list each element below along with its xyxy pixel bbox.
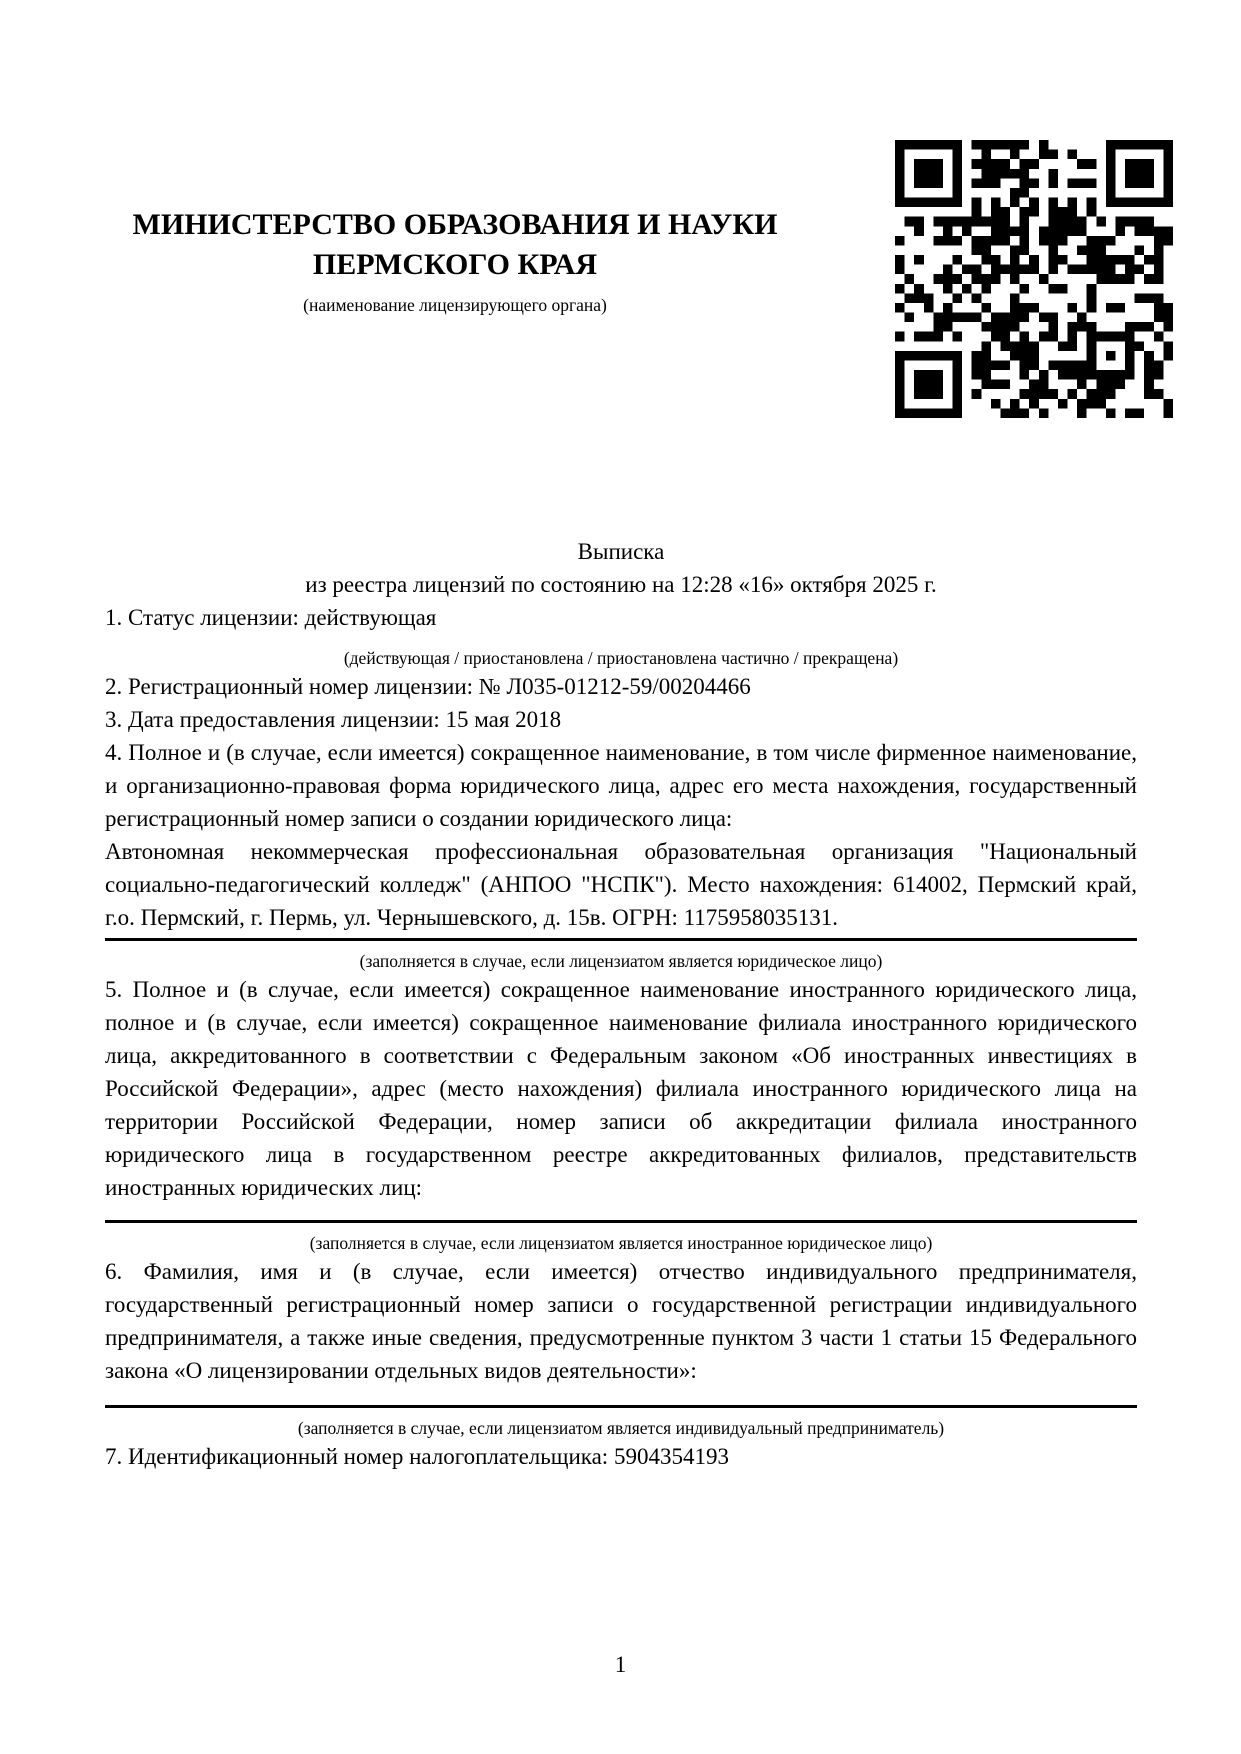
item-5-caption: (заполняется в случае, если лицензиатом является иностранное юридическое лицо) [309,1233,933,1253]
ministry-name-line2: ПЕРМСКОГО КРАЯ [312,248,598,281]
item-4-fill-line [105,938,1137,941]
document-header [105,205,805,317]
item-3-license-date: 3. Дата предоставления лицензии: 15 мая 2018 [105,707,562,732]
item-4-legal-entity-heading: 4. Полное и (в случае, если имеется) сокращенное наименование, в том числе фирменное наименование, и организационно-правовая форма юридического лица, адрес его места нахождения, государственный регистрационный номер записи о создании юридического лица: [105,740,1137,831]
document-title-line1: Выписка [577,539,665,564]
item-6-entrepreneur-heading: 6. Фамилия, имя и (в случае, если имеется) отчество индивидуального предпринимателя, государственный регистрационный номер записи о государственной регистрации индивидуального предпринимателя, а также иные сведения, предусмотренные пунктом 3 части 1 статьи 15 Федерального закона «О лицензировании отдельных видов деятельности»: [105,1259,1137,1383]
qr-code-image [895,140,1173,418]
item-6-caption: (заполняется в случае, если лицензиатом является индивидуальный предприниматель) [297,1418,945,1438]
item-2-registration-number: 2. Регистрационный номер лицензии: № Л035-01212-59/00204466 [105,674,751,699]
item-4-caption: (заполняется в случае, если лицензиатом является юридическое лицо) [359,951,883,971]
item-5-fill-line [105,1220,1137,1223]
item-5-foreign-entity-heading: 5. Полное и (в случае, если имеется) сокращенное наименование иностранного юридического лица, полное и (в случае, если имеется) сокращенное наименование филиала иностранного юридического лица, аккредитованного в соответствии с Федеральным законом «Об иностранных инвестициях в Российской Федерации», адрес (место нахождения) филиала иностранного юридического лица на территории Российской Федерации, номер записи об аккредитации филиала иностранного юридического лица в государственном реестре аккредитованных филиалов, представительств иностранных юридических лиц: [105,977,1137,1200]
document-title [105,535,1137,601]
item-7-taxpayer-number: 7. Идентификационный номер налогоплательщика: 5904354193 [105,1444,729,1469]
item-1-license-status: 1. Статус лицензии: действующая [105,605,437,630]
item-1-caption: (действующая / приостановлена / приостановлена частично / прекращена) [343,648,899,668]
qr-code [895,140,1173,418]
licensing-authority-caption: (наименование лицензирующего органа) [303,295,607,315]
item-4-legal-entity-value: Автономная некоммерческая профессиональная образовательная организация "Национальный социально-педагогический колледж" (АНПОО "НСПК"). Место нахождения: 614002, Пермский край, г.о. Пермский, г. Пермь, ул. Чернышевского, д. 15в. ОГРН: 1175958035131. [105,839,1137,930]
document-title-line2: из реестра лицензий по состоянию на 12:28 «16» октября 2025 г. [305,572,937,597]
item-6-fill-line [105,1405,1137,1408]
ministry-name-line1: МИНИСТЕРСТВО ОБРАЗОВАНИЯ И НАУКИ [132,208,778,241]
page-number: 1 [614,1652,627,1677]
licensing-authority-name [105,205,805,285]
